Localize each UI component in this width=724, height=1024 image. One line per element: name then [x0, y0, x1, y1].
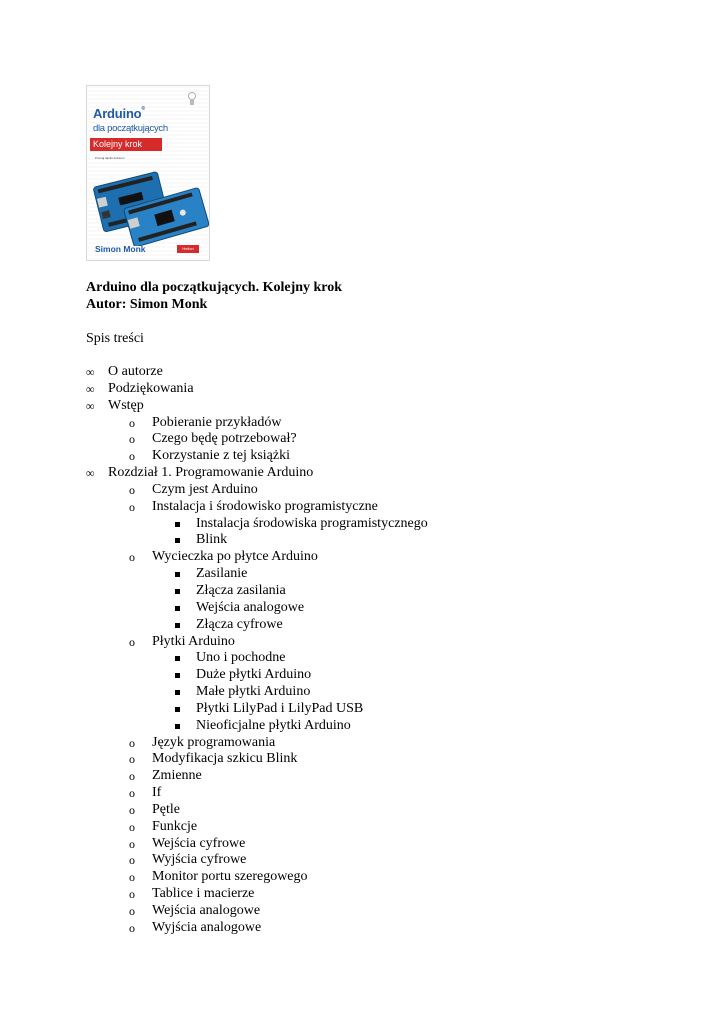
toc-item-label: Płytki LilyPad i LilyPad USB [196, 700, 364, 716]
bullet-icon [175, 690, 180, 695]
toc-item [0, 381, 724, 398]
toc-item [0, 482, 724, 499]
toc-item [0, 903, 724, 920]
cover-title: Arduino® [93, 106, 145, 121]
toc-item [0, 650, 724, 667]
cover-tagline: Poznaj tajniki Arduino! [95, 156, 125, 160]
toc-item-label: Pobieranie przykładów [152, 414, 282, 430]
bullet-icon: o [129, 634, 135, 649]
toc-item [0, 768, 724, 785]
toc-item [0, 465, 724, 482]
toc-item [0, 617, 724, 634]
toc-item-label: Pętle [152, 801, 180, 817]
bullet-icon: o [129, 752, 135, 767]
bullet-icon: o [129, 432, 135, 447]
toc-item [0, 448, 724, 465]
book-title: Arduino dla początkujących. Kolejny krok [86, 280, 343, 295]
toc-item-label: Instalacja i środowisko programistyczne [152, 498, 378, 514]
toc-item [0, 566, 724, 583]
toc-item-label: Wejścia analogowe [196, 599, 305, 615]
toc-item [0, 785, 724, 802]
toc-item [0, 920, 724, 937]
toc-item-label: Wejścia cyfrowe [152, 835, 246, 851]
bullet-icon: o [129, 920, 135, 935]
toc-item-label: Zasilanie [196, 566, 248, 582]
bullet-icon: o [129, 819, 135, 834]
toc-item-label: Wyjścia cyfrowe [152, 852, 247, 868]
bullet-icon [175, 724, 180, 729]
toc-item [0, 819, 724, 836]
book-cover-image [86, 85, 210, 261]
bullet-icon [175, 572, 180, 577]
toc-item [0, 499, 724, 516]
bullet-icon [175, 538, 180, 543]
bullet-icon [175, 606, 180, 611]
bullet-icon: ∞ [86, 466, 95, 481]
toc-item [0, 735, 724, 752]
toc-item-label: Instalacja środowiska programistycznego [196, 515, 428, 531]
toc-item [0, 718, 724, 735]
toc-item [0, 431, 724, 448]
toc-item-label: Funkcje [152, 818, 198, 834]
toc-item-label: Czego będę potrzebował? [152, 431, 297, 447]
toc-item-label: Tablice i macierze [152, 886, 255, 902]
toc-item [0, 886, 724, 903]
toc-item-label: Płytki Arduino [152, 633, 235, 649]
toc-item [0, 415, 724, 432]
cover-band: Kolejny krok [90, 138, 162, 151]
toc-item-label: Korzystanie z tej książki [152, 448, 291, 464]
bullet-icon [175, 589, 180, 594]
bullet-icon: ∞ [86, 381, 95, 396]
toc-item-label: Rozdział 1. Programowanie Arduino [108, 465, 314, 481]
bullet-icon: o [129, 904, 135, 918]
toc-item-label: Język programowania [152, 734, 276, 750]
toc-item [0, 364, 724, 381]
toc-item-label: Wyjścia analogowe [152, 919, 262, 935]
toc-item-label: Wycieczka po płytce Arduino [152, 549, 318, 565]
toc-item [0, 751, 724, 768]
toc-item-label: If [152, 785, 162, 801]
bullet-icon: o [129, 802, 135, 817]
toc-item [0, 549, 724, 566]
toc-item-label: Małe płytki Arduino [196, 684, 311, 700]
bullet-icon: o [129, 769, 135, 784]
toc-item [0, 802, 724, 819]
bullet-icon: o [129, 499, 135, 514]
toc-item [0, 634, 724, 651]
publisher-seal-icon [187, 92, 197, 106]
bullet-icon: o [129, 853, 135, 868]
toc-item [0, 583, 724, 600]
cover-subtitle: dla początkujących [93, 123, 168, 134]
toc-item-label: Blink [196, 532, 228, 548]
bullet-icon: ∞ [86, 398, 95, 413]
bullet-icon: o [129, 550, 135, 565]
toc-item [0, 701, 724, 718]
toc-item-label: Złącza zasilania [196, 582, 286, 598]
bullet-icon: o [129, 836, 135, 851]
toc-item [0, 398, 724, 415]
toc-item-label: Wejścia analogowe [152, 903, 261, 918]
book-author: Autor: Simon Monk [86, 297, 208, 312]
bullet-icon: o [129, 482, 135, 497]
toc-item-label: Zmienne [152, 768, 202, 784]
toc-item [0, 532, 724, 549]
toc-item-label: Wstęp [108, 397, 144, 413]
bullet-icon: o [129, 415, 135, 430]
toc-item [0, 516, 724, 533]
toc-item [0, 852, 724, 869]
bullet-icon [175, 673, 180, 678]
bullet-icon [175, 522, 180, 527]
toc-item-label: Uno i pochodne [196, 650, 286, 666]
table-of-contents [0, 364, 724, 937]
publisher-logo: Helion [177, 245, 199, 253]
toc-item [0, 600, 724, 617]
toc-item-label: Nieoficjalne płytki Arduino [196, 717, 351, 733]
toc-item [0, 836, 724, 853]
bullet-icon: o [129, 786, 135, 801]
bullet-icon: o [129, 887, 135, 902]
bullet-icon [175, 623, 180, 628]
bullet-icon [175, 656, 180, 661]
toc-item-label: Podziękowania [108, 380, 194, 396]
toc-heading: Spis treści [86, 331, 144, 346]
bullet-icon [175, 707, 180, 712]
bullet-icon: o [129, 870, 135, 885]
bullet-icon: o [129, 449, 135, 464]
arduino-boards-illustration [91, 160, 209, 246]
toc-item-label: Monitor portu szeregowego [152, 869, 308, 885]
toc-item-label: Modyfikacja szkicu Blink [152, 751, 298, 767]
toc-item-label: Czym jest Arduino [152, 481, 258, 497]
bullet-icon: o [129, 735, 135, 750]
bullet-icon: ∞ [86, 365, 95, 379]
toc-item-label: Duże płytki Arduino [196, 667, 312, 683]
cover-author: Simon Monk [95, 244, 146, 254]
toc-item-label: Złącza cyfrowe [196, 616, 283, 632]
toc-item [0, 869, 724, 886]
toc-item-label: O autorze [108, 364, 163, 379]
toc-item [0, 667, 724, 684]
toc-item [0, 684, 724, 701]
